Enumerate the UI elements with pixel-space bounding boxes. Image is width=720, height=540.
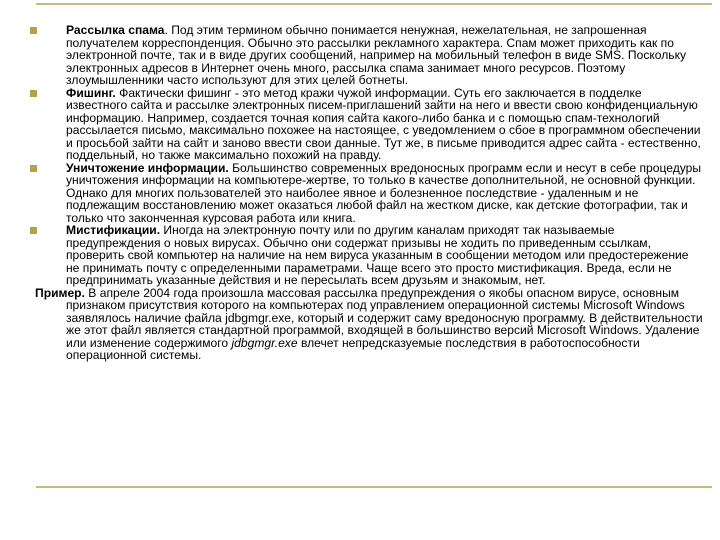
example-paragraph	[30, 287, 705, 362]
item-term: Рассылка спама	[66, 23, 165, 37]
bottom-divider	[36, 486, 712, 488]
item-text: Иногда на электронную почту или по другим каналам приходят так называемые предупреждения о новых вирусах. Обычно они содержат призывы не ходить по приведенным ссылкам, проверить свой компьютер на наличие на нем вируса указанным в сообщении методом или предостережение не принимать почту с определенными параметрами. Чаще всего это просто мистификация. Вреда, если не предпринимать указанные действия и не пересылать всем друзьям и знакомым, нет.	[66, 223, 689, 287]
list-item-phishing	[30, 87, 705, 162]
list-item-hoax	[30, 224, 705, 287]
item-text: Большинство современных вредоносных программ если и несут в себе процедуры уничтожения информации на компьютере-жертве, то только в качестве дополнительной, не основной функции. Однако для многих пользователей это наиболее явное и болезненное последствие - удаленным и не подлежащим восстановлению может оказаться любой файл на жестком диске, как детские фотографии, так и только что законченная курсовая работа или книга.	[66, 160, 702, 225]
example-text-before: В апреле 2004 года произошла массовая рассылка предупреждения о якобы опасном вирусе, основным признаком присутствия которого на компьютерах под управлением операционной системы Microsoft Windows заявлялось наличие файла jdbgmgr.exe, который и содержит саму вредоносную программу. В действительности же этот файл является стандартной программой, входящей в большинство версий Microsoft Windows. Удаление или изменение содержимого	[66, 285, 703, 350]
list-item-spam	[30, 24, 705, 87]
top-divider	[36, 3, 712, 5]
square-bullet-icon	[30, 90, 37, 97]
example-text-after: влечет непредсказуемые последствия в работоспособности операционной системы.	[66, 335, 640, 362]
square-bullet-icon	[30, 27, 37, 34]
item-term: Мистификации.	[66, 223, 161, 237]
square-bullet-icon	[30, 165, 37, 172]
item-term: Уничтожение информации.	[66, 160, 229, 175]
item-text: . Под этим термином обычно понимается ненужная, нежелательная, не запрошенная получателем корреспонденция. Обычно это рассылки рекламного характера. Спам может приходить как по электронной почте, так и в виде других сообщений, например на мобильный телефон в виде SMS. Поскольку электронных адресов в Интернет очень много, рассылка спама занимает много ресурсов. Поэтому злоумышленники часто используют для этих целей ботнеты.	[66, 23, 687, 87]
item-term: Фишинг.	[66, 85, 116, 100]
list-item-destruction	[30, 162, 705, 225]
example-filename: jdbgmgr.exe	[231, 335, 298, 350]
square-bullet-icon	[30, 227, 37, 234]
example-term: Пример.	[35, 285, 85, 300]
item-text: Фактически фишинг - это метод кражи чужой информации. Суть его заключается в подделке известного сайта и рассылке электронных писем-приглашений зайти на него и ввести свою конфиденциальную информацию. Например, создается точная копия сайта какого-либо банка и с помощью спам-технологий рассылается письмо, максимально похожее на настоящее, с уведомлением о сбое в программном обеспечении и просьбой зайти на сайт и заново ввести свои данные. Тут же, в письме приводится адрес сайта - естественно, поддельный, но также максимально похожий на правду.	[66, 85, 701, 162]
slide-content	[30, 24, 705, 362]
